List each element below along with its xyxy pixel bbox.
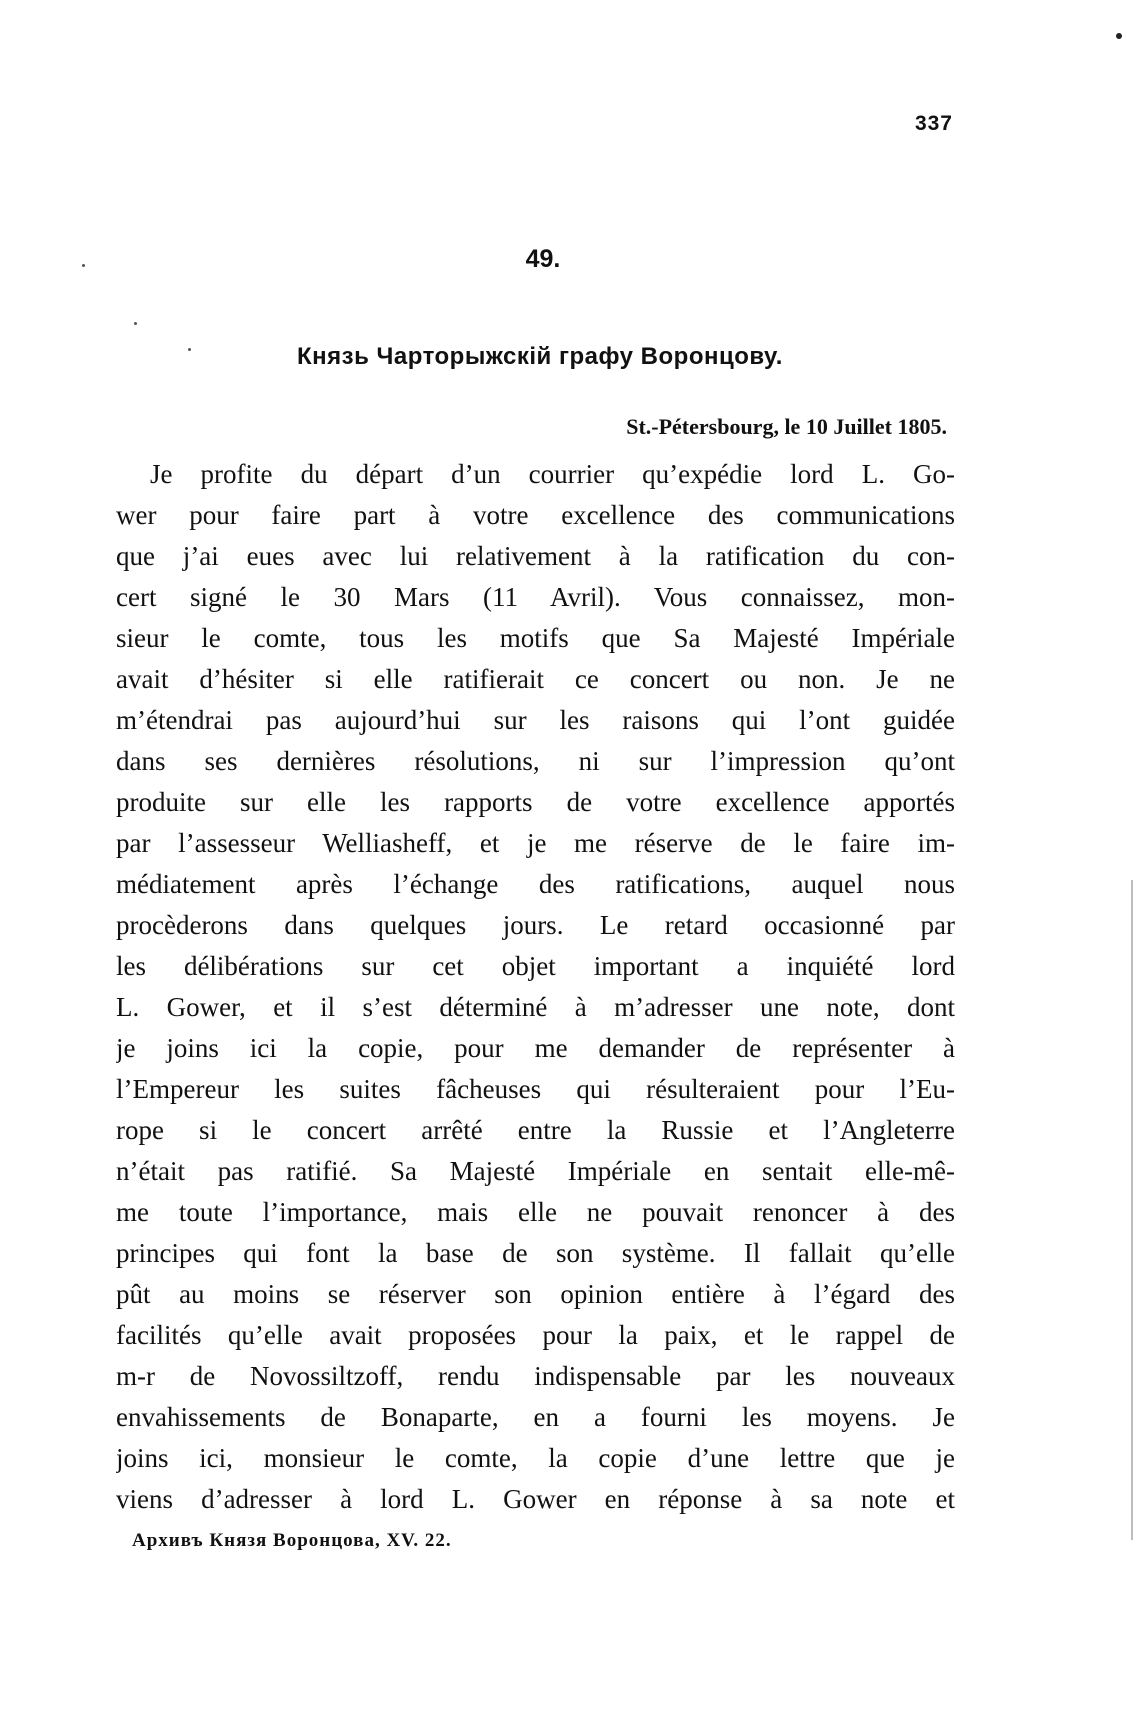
page-number: 337 — [914, 112, 953, 135]
body-line: m’étendrai pas aujourd’hui sur les raisons qui l’ont guidée — [116, 705, 955, 735]
body-line: je joins ici la copie, pour me demander de représenter à — [116, 1033, 955, 1063]
body-line: viens d’adresser à lord L. Gower en réponse à sa note et — [116, 1484, 955, 1514]
binding-edge-line — [1131, 880, 1133, 1540]
body-line: L. Gower, et il s’est déterminé à m’adresser une note, dont — [116, 992, 955, 1022]
body-line: m-r de Novossiltzoff, rendu indispensable par les nouveaux — [116, 1361, 955, 1391]
body-line: procèderons dans quelques jours. Le retard occasionné par — [116, 910, 955, 940]
body-line: médiatement après l’échange des ratifications, auquel nous — [116, 869, 955, 899]
body-line: pût au moins se réserver son opinion entière à l’égard des — [116, 1279, 955, 1309]
body-line: facilités qu’elle avait proposées pour la paix, et le rappel de — [116, 1320, 955, 1350]
body-line: l’Empereur les suites fâcheuses qui résulteraient pour l’Eu- — [116, 1074, 955, 1104]
body-line: par l’assesseur Welliasheff, et je me réserve de le faire im- — [116, 828, 955, 858]
body-line: produite sur elle les rapports de votre excellence apportés — [116, 787, 955, 817]
body-line: Je profite du départ d’un courrier qu’expédie lord L. Go- — [150, 459, 955, 489]
body-line: rope si le concert arrêté entre la Russie et l’Angleterre — [116, 1115, 955, 1145]
archive-footnote: Архивъ Князя Воронцова, XV. 22. — [132, 1530, 452, 1551]
body-line: sieur le comte, tous les motifs que Sa Majesté Impériale — [116, 623, 955, 653]
letter-heading: Князь Чарторыжскiй графу Воронцову. — [297, 343, 783, 370]
letter-body — [116, 454, 955, 1520]
scan-speck — [1116, 33, 1122, 39]
dateline: St.-Pétersbourg, le 10 Juillet 1805. — [626, 414, 947, 439]
body-line: joins ici, monsieur le comte, la copie d’une lettre que je — [116, 1443, 955, 1473]
body-line: avait d’hésiter si elle ratifierait ce concert ou non. Je ne — [116, 664, 955, 694]
body-line: dans ses dernières résolutions, ni sur l’impression qu’ont — [116, 746, 955, 776]
body-line: cert signé le 30 Mars (11 Avril). Vous connaissez, mon- — [116, 582, 955, 612]
scan-speck — [134, 322, 137, 325]
body-line: me toute l’importance, mais elle ne pouvait renoncer à des — [116, 1197, 955, 1227]
body-line: envahissements de Bonaparte, en a fourni les moyens. Je — [116, 1402, 955, 1432]
body-line: que j’ai eues avec lui relativement à la ratification du con- — [116, 541, 955, 571]
body-line: n’était pas ratifié. Sa Majesté Impériale en sentait elle-mê- — [116, 1156, 955, 1186]
document-number: 49. — [525, 245, 561, 273]
body-line: wer pour faire part à votre excellence des communications — [116, 500, 955, 530]
body-line: les délibérations sur cet objet important a inquiété lord — [116, 951, 955, 981]
body-line: principes qui font la base de son système. Il fallait qu’elle — [116, 1238, 955, 1268]
